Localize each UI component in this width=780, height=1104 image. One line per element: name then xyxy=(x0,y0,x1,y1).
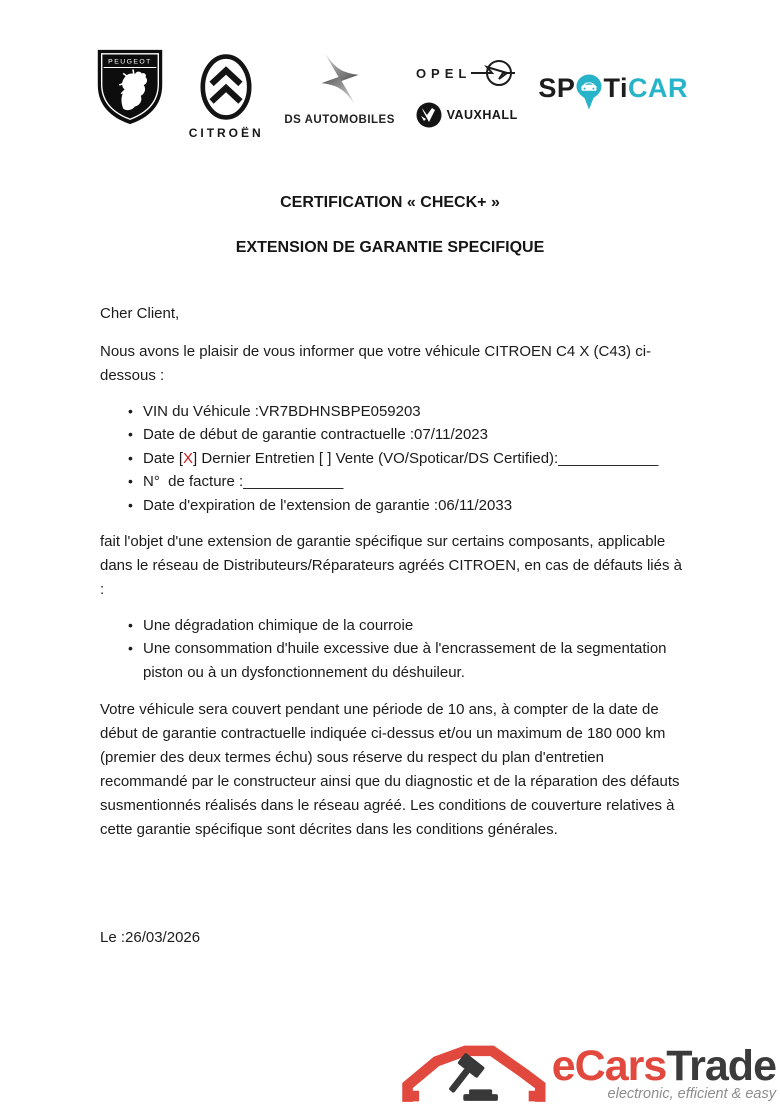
citroen-chevrons-icon xyxy=(199,54,253,120)
salutation: Cher Client, xyxy=(100,305,180,322)
list-item-belt-degradation: • Une dégradation chimique de la courroie xyxy=(100,614,684,637)
spoticar-pin-icon xyxy=(576,74,602,110)
warranty-subtitle: EXTENSION DE GARANTIE SPECIFIQUE xyxy=(235,239,545,256)
spoticar-logo xyxy=(538,70,688,106)
ds-wordmark: DS AUTOMOBILES xyxy=(284,114,395,126)
vauxhall-griffin-icon xyxy=(416,102,442,128)
ds-logo xyxy=(284,46,395,126)
letter-body xyxy=(100,302,684,950)
ecarstrade-wordmark: eCarsTrade xyxy=(551,1042,776,1090)
coverage-paragraph: Votre véhicule sera couvert pendant une période de 10 ans, à compter de la date de début de garantie contractuelle indiquée ci-dessus et/ou un maximum de 180 000 km (premier des deux termes échu) sous réserve du respect du plan d'entretien recommandé par le constructeur ainsi que du diagnostic et de la réparation des défauts susmentionnés réalisés dans le réseau agréé. Les conditions de couverture relatives à cette garantie spécifique sont décrites dans les conditions générales. xyxy=(100,701,680,839)
peugeot-wordmark: PEUGEOT xyxy=(108,58,152,66)
list-item-last-service: • Date [X] Dernier Entretien [ ] Vente (VO/Spoticar/DS Certified):____________ xyxy=(100,447,684,470)
citroen-logo xyxy=(189,46,264,140)
opel-blitz-icon xyxy=(471,58,517,88)
ecarstrade-car-gavel-icon xyxy=(396,1042,546,1104)
warranty-object-paragraph: fait l'objet d'une extension de garantie spécifique sur certains composants, applicable dans le réseau de Distributeurs/Réparateurs agréés CITROEN, en cas de défauts liés à : xyxy=(100,533,682,599)
certification-title: CERTIFICATION « CHECK+ » xyxy=(280,194,500,211)
vauxhall-logo xyxy=(416,102,518,128)
peugeot-shield-icon xyxy=(92,46,168,128)
opel-vauxhall-logo xyxy=(416,46,518,128)
date-line: Le :26/03/2026 xyxy=(100,929,201,947)
list-item-oil-consumption: • Une consommation d'huile excessive due à l'encrassement de la segmentation piston ou à un dysfonctionnement du déshuileur. xyxy=(100,637,684,684)
citroen-wordmark: CITROËN xyxy=(188,126,264,140)
ds-emblem-icon xyxy=(311,50,369,108)
brand-logos-row xyxy=(92,46,688,140)
list-item-warranty-start: • Date de début de garantie contractuelle :07/11/2023 xyxy=(100,423,684,446)
spoticar-wordmark-sp: SP xyxy=(538,72,576,103)
intro-paragraph: Nous avons le plaisir de vous informer que votre véhicule CITROEN C4 X (C43) ci-dessous : xyxy=(100,343,652,384)
list-item-invoice-number: • N° de facture :____________ xyxy=(100,470,684,493)
defects-list xyxy=(100,614,684,684)
opel-logo xyxy=(416,58,517,88)
list-item-warranty-expiry: • Date d'expiration de l'extension de garantie :06/11/2033 xyxy=(100,494,684,517)
list-item-vin: • VIN du Véhicule :VR7BDHNSBPE059203 xyxy=(100,400,684,423)
spoticar-wordmark-ti: Ti xyxy=(603,72,628,103)
ecarstrade-tagline: electronic, efficient & easy xyxy=(607,1086,776,1102)
peugeot-logo xyxy=(92,46,168,128)
opel-wordmark: OPEL xyxy=(415,65,472,81)
ecarstrade-logo xyxy=(396,1042,776,1104)
vauxhall-wordmark: VAUXHALL xyxy=(446,108,518,122)
vehicle-details-list xyxy=(100,400,684,517)
checked-x-mark: X xyxy=(183,449,194,467)
spoticar-wordmark-car: CAR xyxy=(627,72,688,103)
